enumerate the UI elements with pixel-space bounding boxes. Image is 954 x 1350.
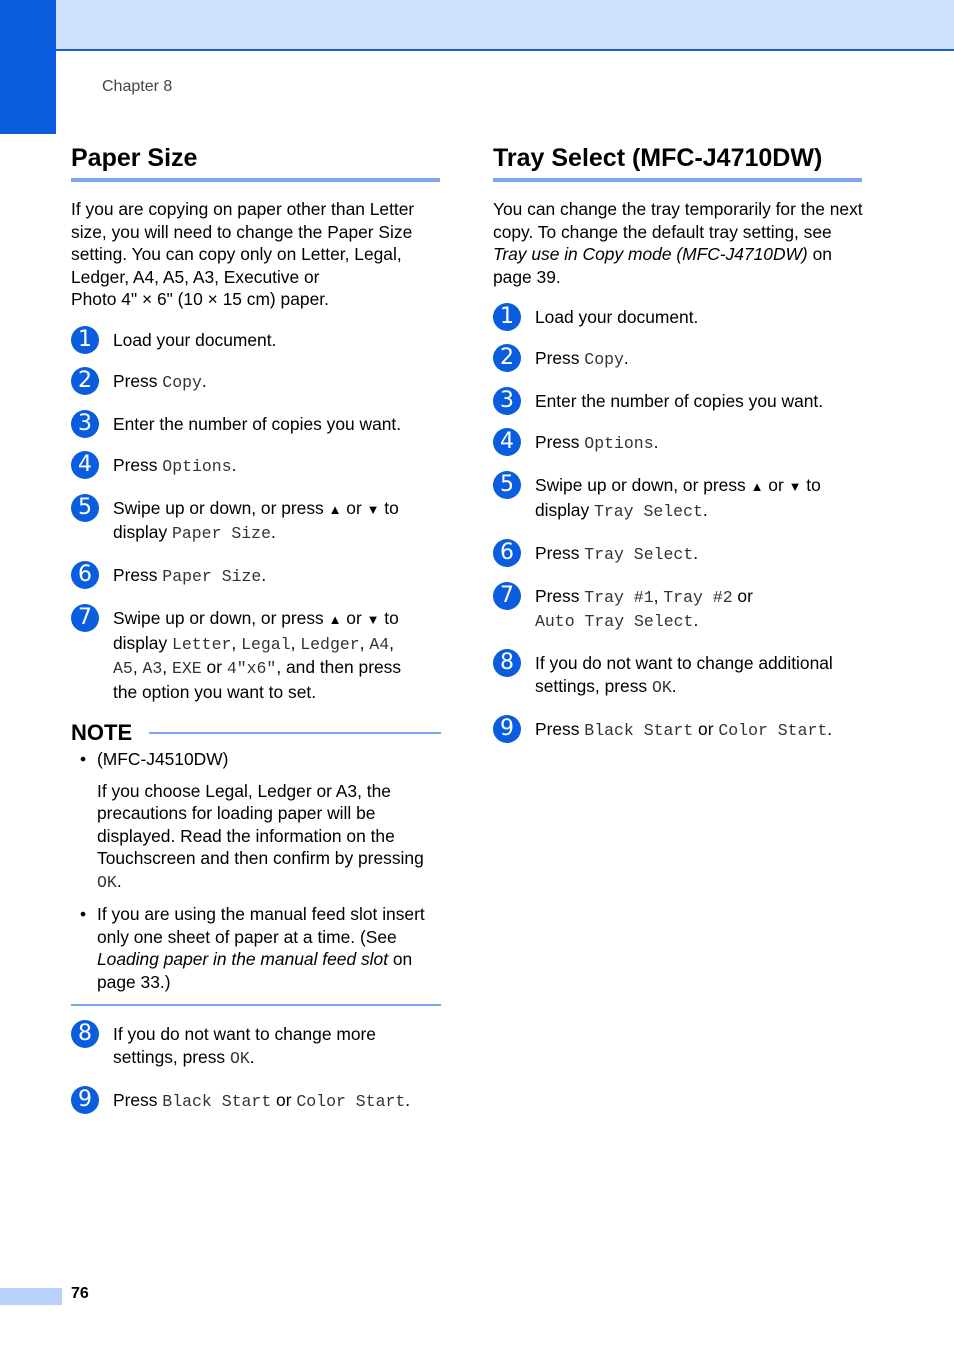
note-rule <box>149 732 441 734</box>
step-text: to <box>379 608 399 628</box>
step-number-icon: 8 <box>493 649 521 677</box>
up-arrow-icon: ▲ <box>328 501 342 517</box>
option-4x6: 4"x6" <box>226 659 277 678</box>
step-text: Load your document. <box>535 307 699 327</box>
options-button-label: Options <box>162 456 232 476</box>
steps-list-continued <box>71 1023 441 1113</box>
step-text: display <box>535 499 594 520</box>
step-8 <box>493 652 863 699</box>
step-text: . <box>201 370 207 391</box>
step-1 <box>493 306 863 329</box>
step-number-icon: 4 <box>493 428 521 456</box>
options-button-label: Options <box>584 434 654 453</box>
step-5 <box>493 474 863 523</box>
step-number-icon: 8 <box>71 1020 99 1048</box>
separator: , <box>162 657 172 677</box>
step-number-icon: 4 <box>71 451 99 479</box>
option-a5: A5 <box>113 659 133 678</box>
tray-select-label: Tray Select <box>593 501 703 521</box>
step-text: Press <box>113 1089 163 1110</box>
color-start-label: Color Start <box>296 1091 406 1111</box>
step-text: Enter the number of copies you want. <box>535 391 824 411</box>
paper-size-label: Paper Size <box>162 567 262 586</box>
step-text: or <box>763 475 789 495</box>
chapter-tab <box>0 0 56 134</box>
option-a3: A3 <box>142 659 163 678</box>
up-arrow-icon: ▲ <box>328 612 342 627</box>
step-5 <box>71 494 441 546</box>
separator: , <box>359 632 370 653</box>
note-end-rule <box>71 1004 441 1006</box>
step-4 <box>71 451 441 479</box>
step-text: settings, press <box>535 675 652 696</box>
section-title-tray-select: Tray Select (MFC-J4710DW) <box>493 142 862 182</box>
intro-paragraph <box>493 198 863 288</box>
step-text: Press <box>113 370 163 391</box>
note-text: If you choose Legal, Ledger or A3, the precautions for loading paper will be displayed. Read the information on the Touchscreen and then confirm by pressing <box>97 780 424 868</box>
step-text: . <box>671 675 677 696</box>
step-3 <box>71 410 441 436</box>
intro-text: on page 39. <box>493 244 832 287</box>
note-header <box>71 719 441 747</box>
step-number-icon: 2 <box>71 367 99 395</box>
step-number-icon: 7 <box>71 604 99 632</box>
down-arrow-icon: ▼ <box>788 479 802 494</box>
reference-link-text: Tray use in Copy mode (MFC-J4710DW) <box>493 244 808 264</box>
separator: , <box>389 632 394 653</box>
step-number-icon: 7 <box>493 582 521 610</box>
note-list <box>71 748 441 993</box>
step-9 <box>493 715 863 743</box>
separator: , <box>132 657 143 677</box>
step-4 <box>493 431 863 456</box>
step-text: . <box>702 499 708 520</box>
step-text: Load your document. <box>113 329 277 350</box>
step-number-icon: 9 <box>71 1086 99 1114</box>
option-exe: EXE <box>171 659 202 678</box>
step-text: or <box>341 497 367 518</box>
step-text: or <box>271 1089 297 1110</box>
step-number-icon: 1 <box>71 326 99 354</box>
step-text: settings, press <box>113 1046 230 1067</box>
step-number-icon: 6 <box>493 539 521 567</box>
note-text: If you are using the manual feed slot insert only one sheet of paper at a time. (See <box>97 904 425 947</box>
step-text: to <box>801 475 821 495</box>
step-number-icon: 5 <box>71 494 99 522</box>
step-text: or <box>201 657 227 677</box>
step-text: Swipe up or down, or press <box>113 497 329 518</box>
color-start-label: Color Start <box>718 720 828 740</box>
note-box <box>71 719 441 1006</box>
step-3 <box>493 390 863 413</box>
step-number-icon: 1 <box>493 303 521 331</box>
separator: , <box>290 632 301 653</box>
separator: , <box>653 585 664 606</box>
bullet-icon: • <box>80 904 87 924</box>
step-text: . <box>261 565 267 585</box>
step-text: If you do not want to change additional <box>535 653 833 673</box>
step-7 <box>71 607 441 703</box>
intro-text: You can change the tray temporarily for the next copy. To change the default tray setting, see <box>493 199 863 242</box>
chapter-label: Chapter 8 <box>102 78 173 95</box>
steps-list <box>71 326 441 704</box>
note-title: NOTE <box>71 720 133 745</box>
copy-button-label: Copy <box>584 350 624 369</box>
step-number-icon: 6 <box>71 561 99 589</box>
intro-text: If you are copying on paper other than Letter size, you will need to change the Paper Size setting. You can copy only on Letter, Legal, Ledger, A4, A5, A3, Executive or <box>71 199 415 287</box>
bullet-icon: • <box>80 749 87 769</box>
step-text: or <box>732 585 753 606</box>
step-number-icon: 3 <box>71 410 99 438</box>
step-2 <box>71 367 441 395</box>
step-text: , and then press <box>276 657 402 677</box>
step-text: Press <box>535 348 585 368</box>
step-text: Press <box>535 432 585 452</box>
note-item-1 <box>71 748 441 894</box>
note-text: . <box>116 870 122 891</box>
step-text: . <box>827 718 833 739</box>
option-letter: Letter <box>171 634 232 654</box>
step-number-icon: 9 <box>493 715 521 743</box>
step-8 <box>71 1023 441 1070</box>
ok-button-label: OK <box>651 677 672 697</box>
down-arrow-icon: ▼ <box>366 612 380 627</box>
step-text: Press <box>113 565 163 585</box>
step-1 <box>71 326 441 352</box>
step-text: . <box>693 542 699 563</box>
black-start-label: Black Start <box>584 720 694 740</box>
option-tray-1: Tray #1 <box>584 587 654 607</box>
right-column <box>493 142 863 742</box>
step-text: Press <box>535 718 585 739</box>
step-text: the option you want to set. <box>113 681 317 702</box>
footer-bar <box>0 1288 62 1305</box>
ok-button-label: OK <box>229 1048 250 1068</box>
step-text: to <box>379 497 399 518</box>
step-text: Swipe up or down, or press <box>535 475 751 495</box>
copy-button-label: Copy <box>162 372 202 392</box>
note-item-body <box>97 780 441 895</box>
step-6 <box>71 564 441 589</box>
step-2 <box>493 347 863 372</box>
ok-button-label: OK <box>97 872 117 892</box>
step-text: . <box>231 454 237 475</box>
step-text: . <box>271 522 276 542</box>
step-text: Enter the number of copies you want. <box>113 413 402 434</box>
paper-size-label: Paper Size <box>171 524 271 543</box>
step-text: . <box>249 1046 255 1067</box>
step-text: or <box>693 718 719 739</box>
step-text: Press <box>535 585 585 606</box>
option-auto-tray-select: Auto Tray Select <box>535 612 694 631</box>
step-9 <box>71 1086 441 1114</box>
step-text: . <box>653 432 659 452</box>
step-number-icon: 2 <box>493 344 521 372</box>
step-text: display <box>113 522 172 542</box>
note-text: on page 33.) <box>97 949 413 992</box>
up-arrow-icon: ▲ <box>750 479 764 494</box>
intro-paragraph <box>71 198 441 311</box>
step-text: . <box>623 348 629 368</box>
option-legal: Legal <box>241 634 291 654</box>
left-column <box>71 142 441 1113</box>
note-item-head: (MFC-J4510DW) <box>97 749 229 769</box>
option-tray-2: Tray #2 <box>663 587 733 607</box>
down-arrow-icon: ▼ <box>366 501 380 517</box>
black-start-label: Black Start <box>162 1091 272 1111</box>
reference-link-text: Loading paper in the manual feed slot <box>97 949 389 969</box>
steps-list <box>493 306 863 742</box>
step-number-icon: 5 <box>493 471 521 499</box>
step-text: . <box>405 1089 411 1110</box>
step-text: Press <box>113 454 163 475</box>
intro-text-2: Photo 4" × 6" (10 × 15 cm) paper. <box>71 289 329 309</box>
step-text: . <box>693 610 699 630</box>
step-text: display <box>113 632 172 653</box>
step-text: If you do not want to change more <box>113 1024 376 1044</box>
tray-select-label: Tray Select <box>584 544 694 564</box>
separator: , <box>231 632 242 653</box>
step-text: Swipe up or down, or press <box>113 608 329 628</box>
step-number-icon: 3 <box>493 387 521 415</box>
header-bar <box>0 0 954 51</box>
section-title-paper-size: Paper Size <box>71 142 440 182</box>
option-ledger: Ledger <box>300 634 360 654</box>
step-text: or <box>341 608 367 628</box>
note-item-2 <box>71 903 441 993</box>
step-6 <box>493 539 863 567</box>
page-number: 76 <box>71 1285 89 1302</box>
option-a4: A4 <box>369 634 390 654</box>
step-7 <box>493 582 863 634</box>
step-text: Press <box>535 542 585 563</box>
